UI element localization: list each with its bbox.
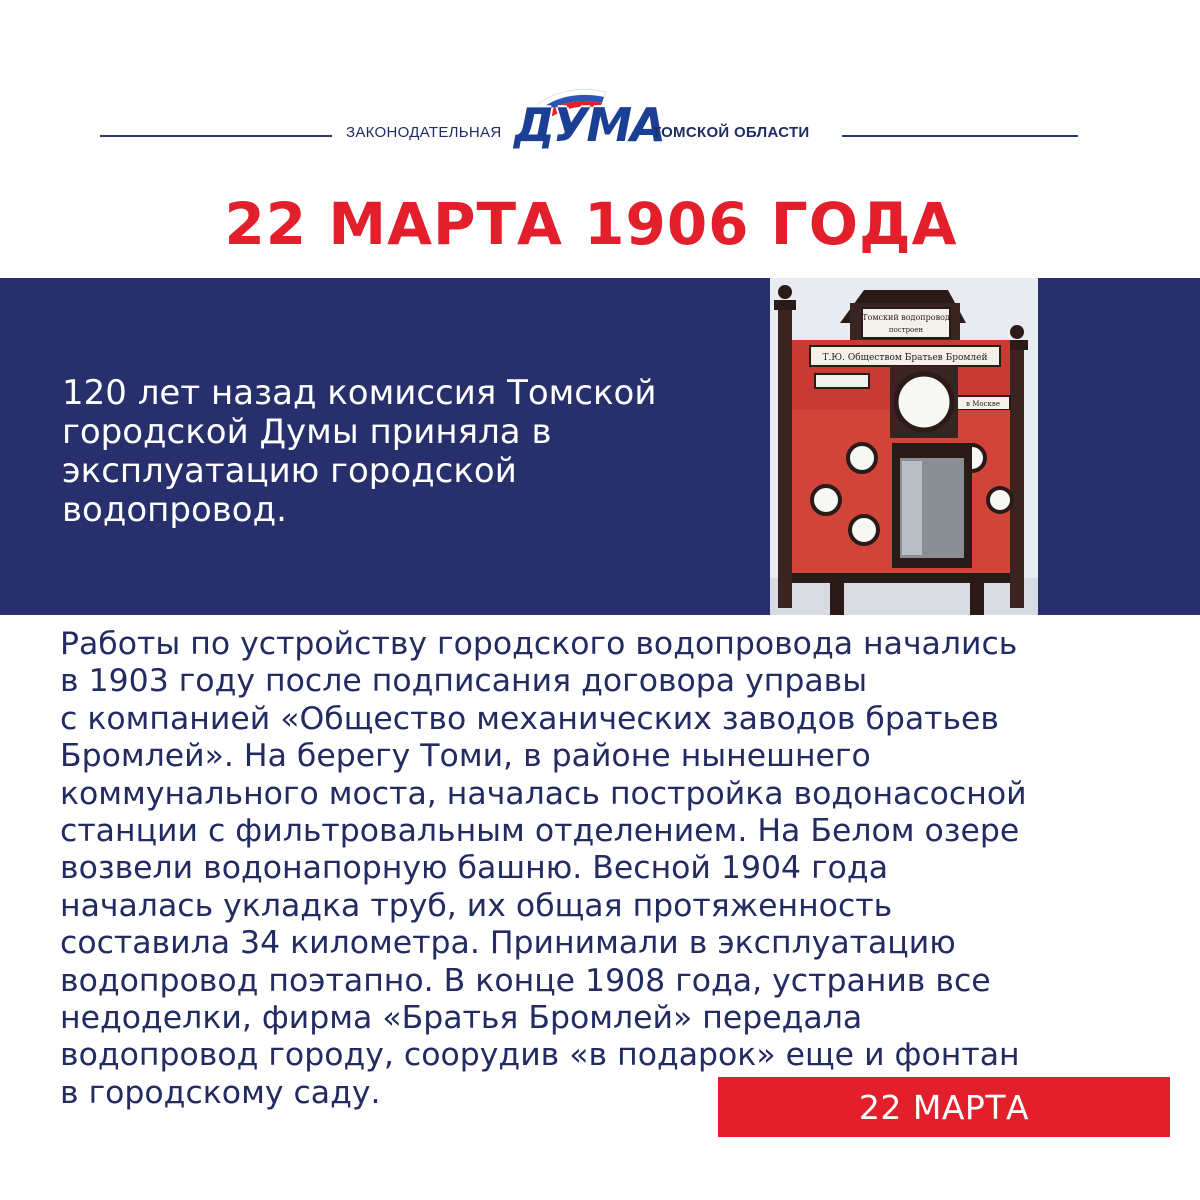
body-text: Работы по устройству городского водопровода начались в 1903 году после подписания договора управы с компанией «Общество механических заводов братьев Бромлей». На берегу Томи, в районе нынешнего коммунального моста, началась постройка водонасосной станции с фильтровальным отделением. На Белом озере возвели водонапорную башню. Весной 1904 года началась укладка труб, их общая протяженность составила 34 километра. Принимали в эксплуатацию водопровод поэтапно. В конце 1908 года, устранив все недоделки, фирма «Братья Бромлей» передала водопровод городу, соорудив «в подарок» еще и фонтан в городскому саду. [60, 626, 1027, 1111]
plaque-sub-text: построен [888, 326, 924, 334]
lead-text: 120 лет назад комиссия Томской городской Думы приняла в эксплуатацию городской водопровод. [62, 373, 657, 530]
header-line-right [842, 135, 1078, 137]
plaque-main-text: Т.Ю. Обществом Братьев Бромлей [822, 353, 988, 363]
plaque-top-text: Томский водопровод [862, 313, 950, 322]
main-dial [896, 374, 952, 430]
header [0, 0, 1200, 190]
date-badge: 22 МАРТА [718, 1077, 1170, 1137]
duma-logo [508, 86, 664, 156]
water-meter-photo [770, 278, 1038, 615]
page-title: 22 МАРТА 1906 ГОДА [224, 190, 958, 258]
logo-word: ДУМА [514, 98, 664, 152]
header-left-text: ЗАКОНОДАТЕЛЬНАЯ [346, 124, 502, 141]
header-line-left [100, 135, 332, 137]
plaque-small-text: в Москве [966, 400, 1000, 408]
header-right-text: ТОМСКОЙ ОБЛАСТИ [652, 124, 810, 141]
